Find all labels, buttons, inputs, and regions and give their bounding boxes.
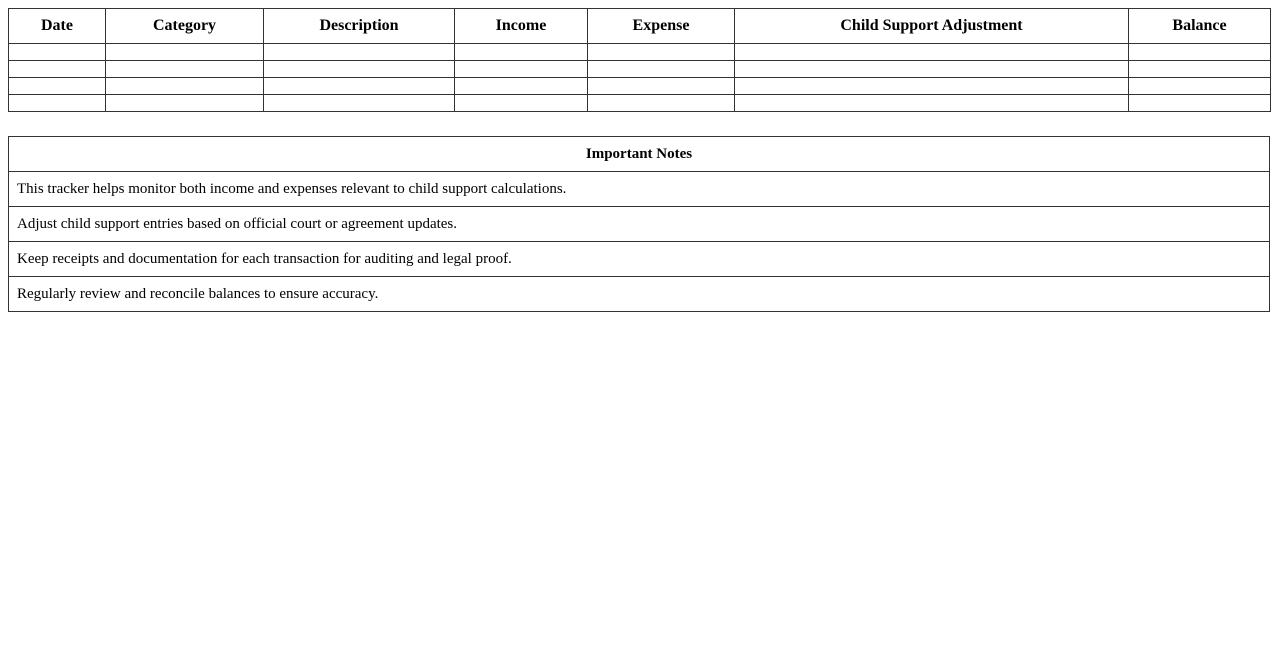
- expense-cell[interactable]: [588, 44, 735, 61]
- note-text: Regularly review and reconcile balances to ensure accuracy.: [9, 277, 1270, 312]
- category-cell[interactable]: [106, 61, 264, 78]
- date-cell[interactable]: [9, 95, 106, 112]
- category-cell[interactable]: [106, 95, 264, 112]
- note-text: This tracker helps monitor both income and expenses relevant to child support calculations.: [9, 172, 1270, 207]
- expense-cell[interactable]: [588, 95, 735, 112]
- list-item: [9, 277, 1270, 312]
- date-cell[interactable]: [9, 44, 106, 61]
- income-cell[interactable]: [455, 61, 588, 78]
- column-header-income: Income: [455, 9, 588, 44]
- expense-cell[interactable]: [588, 61, 735, 78]
- balance-cell[interactable]: [1129, 44, 1271, 61]
- category-cell[interactable]: [106, 78, 264, 95]
- child-support-adjustment-cell[interactable]: [735, 95, 1129, 112]
- column-header-child-support-adjustment: Child Support Adjustment: [735, 9, 1129, 44]
- expense-cell[interactable]: [588, 78, 735, 95]
- date-cell[interactable]: [9, 61, 106, 78]
- table-row: [9, 61, 1271, 78]
- notes-title: Important Notes: [9, 137, 1270, 172]
- description-cell[interactable]: [264, 78, 455, 95]
- date-cell[interactable]: [9, 78, 106, 95]
- note-text: Adjust child support entries based on official court or agreement updates.: [9, 207, 1270, 242]
- income-cell[interactable]: [455, 44, 588, 61]
- table-header-row: [9, 9, 1271, 44]
- income-cell[interactable]: [455, 78, 588, 95]
- description-cell[interactable]: [264, 44, 455, 61]
- transaction-tracker-table: [8, 8, 1271, 112]
- income-cell[interactable]: [455, 95, 588, 112]
- table-row: [9, 95, 1271, 112]
- column-header-balance: Balance: [1129, 9, 1271, 44]
- column-header-expense: Expense: [588, 9, 735, 44]
- notes-header-row: [9, 137, 1270, 172]
- column-header-category: Category: [106, 9, 264, 44]
- category-cell[interactable]: [106, 44, 264, 61]
- description-cell[interactable]: [264, 61, 455, 78]
- list-item: [9, 207, 1270, 242]
- column-header-description: Description: [264, 9, 455, 44]
- child-support-adjustment-cell[interactable]: [735, 78, 1129, 95]
- child-support-adjustment-cell[interactable]: [735, 44, 1129, 61]
- balance-cell[interactable]: [1129, 95, 1271, 112]
- column-header-date: Date: [9, 9, 106, 44]
- important-notes-table: [8, 136, 1270, 312]
- child-support-adjustment-cell[interactable]: [735, 61, 1129, 78]
- list-item: [9, 242, 1270, 277]
- description-cell[interactable]: [264, 95, 455, 112]
- balance-cell[interactable]: [1129, 78, 1271, 95]
- table-row: [9, 44, 1271, 61]
- balance-cell[interactable]: [1129, 61, 1271, 78]
- table-row: [9, 78, 1271, 95]
- list-item: [9, 172, 1270, 207]
- note-text: Keep receipts and documentation for each transaction for auditing and legal proof.: [9, 242, 1270, 277]
